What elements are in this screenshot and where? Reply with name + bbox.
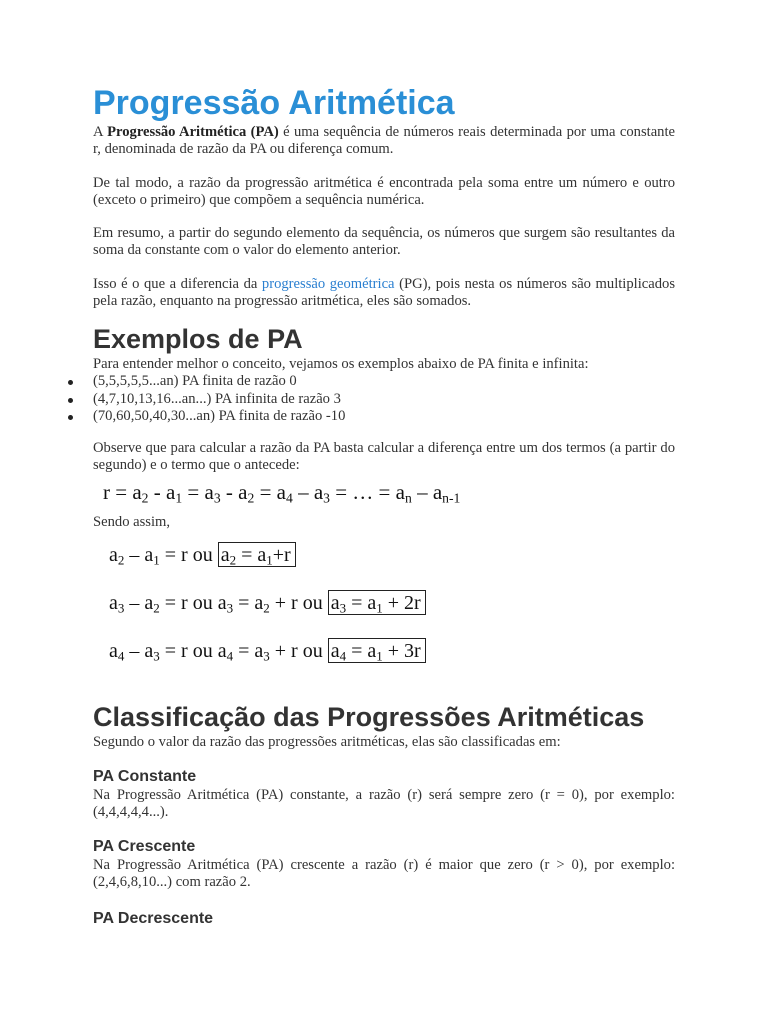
- paragraph-4: Isso é o que a diferencia da progressão geométrica (PG), pois nesta os números são multiplicados pela razão, enquanto na progressão aritmética, eles são somados.: [93, 276, 675, 309]
- sendo-assim: Sendo assim,: [93, 514, 171, 530]
- pa-constante-text: Na Progressão Aritmética (PA) constante, a razão (r) será sempre zero (r = 0), por exemplo: (4,4,4,4,4...).: [93, 787, 675, 820]
- pg-link[interactable]: progressão geométrica: [261, 276, 395, 292]
- formula-image-1: $a_2 - a_1 = r$ ou $a_2 = a_1+r$: [109, 544, 296, 568]
- bullet-icon: [68, 398, 73, 403]
- intro-term: Progressão Aritmética (PA): [107, 124, 279, 140]
- pa-crescente-text: Na Progressão Aritmética (PA) crescente a razão (r) é maior que zero (r > 0), por exemplo: (2,4,6,8,10...) com razão 2.: [93, 857, 675, 890]
- bullet-icon: [68, 380, 73, 385]
- examples-heading: Exemplos de PA: [93, 324, 303, 354]
- formula-image-3: $a_4 - a_3 = r$ ou $a_4 = a_3 + r$ ou $a_4 = a_1 + 3r$: [109, 640, 426, 664]
- pa-crescente-heading: PA Crescente: [93, 838, 196, 855]
- pa-constante-heading: PA Constante: [93, 768, 197, 785]
- intro-paragraph: A Progressão Aritmética (PA) é uma sequência de números reais determinada por uma constante r, denominada de razão da PA ou diferença comum.: [93, 124, 675, 157]
- list-item: (70,60,50,40,30...an) PA finita de razão -10: [68, 408, 345, 426]
- classification-heading: Classificação das Progressões Aritméticas: [93, 702, 645, 732]
- formula-image-2: $a_3 - a_2 = r$ ou $a_3 = a_2 + r$ ou $a_3 = a_1 + 2r$: [109, 592, 426, 616]
- classification-intro: Segundo o valor da razão das progressões aritméticas, elas são classificadas em:: [93, 734, 561, 750]
- pa-decrescente-heading: PA Decrescente: [93, 910, 214, 927]
- paragraph-2: De tal modo, a razão da progressão aritmética é encontrada pela soma entre um número e outro (exceto o primeiro) que compõem a sequência numérica.: [93, 175, 675, 208]
- examples-intro: Para entender melhor o conceito, vejamos os exemplos abaixo de PA finita e infinita:: [93, 356, 589, 372]
- list-item: (5,5,5,5,5...an) PA finita de razão 0: [68, 373, 345, 391]
- examples-list: [68, 373, 345, 426]
- ratio-formula-image: $r = a_2 - a_1 = a_3 - a_2 = a_4 - a_3$ = … = $a_n - a_{n-1}$: [103, 480, 461, 506]
- observe-paragraph: Observe que para calcular a razão da PA basta calcular a diferença entre um dos termos (a partir do segundo) e o termo que o antecede:: [93, 440, 675, 473]
- bullet-icon: [68, 415, 73, 420]
- page-title: Progressão Aritmética: [93, 84, 455, 122]
- paragraph-3: Em resumo, a partir do segundo elemento da sequência, os números que surgem são resultantes da soma da constante com o valor do elemento anterior.: [93, 225, 675, 258]
- list-item: (4,7,10,13,16...an...) PA infinita de razão 3: [68, 391, 345, 409]
